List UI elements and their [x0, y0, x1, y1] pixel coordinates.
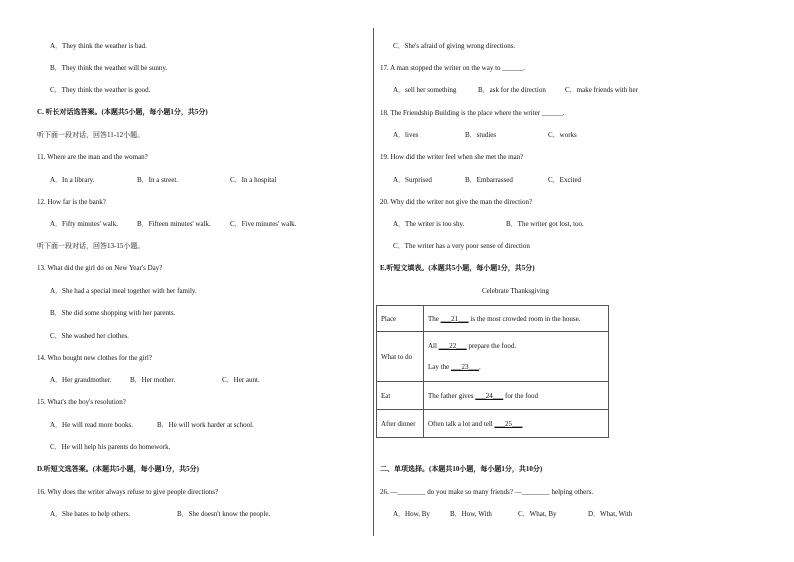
cell-place-label: Place	[377, 306, 424, 332]
table-row-eat	[377, 382, 609, 410]
q15-option-a: A．He will read more books.	[50, 421, 134, 429]
q11-option-b: B．In a street.	[137, 176, 179, 184]
section-c-heading: C. 听长对话选答案。(本题共5小题，每小题1分，共5分)	[37, 108, 208, 116]
q19-option-a: A．Surprised	[393, 176, 432, 184]
q15-option-c: C．He will help his parents do homework.	[50, 443, 171, 451]
q11-option-a: A．In a library.	[50, 176, 95, 184]
q12-option-c: C．Five minutes' walk.	[230, 220, 297, 228]
q26-option-c: C．What, By	[518, 510, 557, 518]
q13-option-a: A．She had a special meal together with her family.	[50, 287, 197, 295]
table-row-todo	[377, 332, 609, 382]
cell-eat-label: Eat	[377, 382, 424, 410]
q14-option-a: A．Her grandmother.	[50, 376, 112, 384]
q17-option-b: B．ask for the direction	[478, 86, 546, 94]
question-19: 19. How did the writer feel when she met the man?	[380, 153, 524, 161]
blank-24[interactable]: ___24___	[475, 391, 504, 400]
blank-25[interactable]: ___25___	[494, 419, 523, 428]
q12-option-a: A．Fifty minutes' walk.	[50, 220, 118, 228]
cell-after-value: Often talk a lot and tell ___25___	[424, 410, 609, 438]
question-13: 13. What did the girl do on New Year's Day?	[37, 264, 163, 272]
q18-option-c: C．works	[548, 131, 577, 139]
blank-22[interactable]: ___22___	[438, 342, 467, 350]
table-row-place	[377, 306, 609, 332]
q20-option-c: C．The writer has a very poor sense of direction	[393, 242, 530, 250]
question-20: 20. Why did the writer not give the man the direction?	[380, 198, 533, 206]
q13-option-b: B．She did some shopping with her parents.	[50, 309, 176, 317]
q18-option-b: B．studies	[465, 131, 497, 139]
cell-eat-value: The father gives ___24___ for the food	[424, 382, 609, 410]
thanksgiving-table	[376, 305, 609, 438]
q10-option-c: C．They think the weather is good.	[50, 86, 151, 94]
dialog2-intro: 听下面一段对话，回答13-15小题。	[37, 242, 145, 250]
q10-option-a: A．They think the weather is bad.	[50, 42, 147, 50]
blank-21[interactable]: ___21___	[440, 314, 469, 323]
q15-option-b: B．He will work harder at school.	[157, 421, 254, 429]
q10-option-b: B．They think the weather will be sunny.	[50, 64, 168, 72]
question-12: 12. How far is the bank?	[37, 198, 106, 206]
question-14: 14. Who bought new clothes for the girl?	[37, 354, 152, 362]
q20-option-a: A．The writer is too shy.	[393, 220, 465, 228]
cell-after-label: After dinner	[377, 410, 424, 438]
q11-option-c: C．In a hospital	[230, 176, 277, 184]
dialog1-intro: 听下面一段对话，回答11-12小题。	[37, 131, 145, 139]
blank-23[interactable]: ___23___	[450, 363, 479, 371]
q17-option-a: A．sell her something	[393, 86, 457, 94]
column-divider	[373, 28, 374, 536]
question-18: 18. The Friendship Building is the place where the writer ______.	[380, 109, 565, 117]
q18-option-a: A．lives	[393, 131, 419, 139]
section-2-heading: 二、单项选择。(本题共10小题，每小题1分，共10分)	[380, 465, 543, 473]
question-26: 26. —________ do you make so many friends? —________ helping others.	[380, 488, 594, 496]
q19-option-b: B．Embarrassed	[465, 176, 513, 184]
q26-option-d: D．What, With	[588, 510, 633, 518]
question-16: 16. Why does the writer always refuse to give people directions?	[37, 488, 219, 496]
cell-todo-label: What to do	[377, 332, 424, 382]
q20-option-b: B．The writer got lost, too.	[506, 220, 584, 228]
cell-todo-value: All ___22___ prepare the food. Lay the ___23___.	[424, 332, 609, 382]
q26-option-b: B．How, With	[450, 510, 492, 518]
q14-option-c: C．Her aunt.	[222, 376, 260, 384]
q16-option-c: C．She's afraid of giving wrong directions.	[393, 42, 516, 50]
q12-option-b: B．Fifteen minutes' walk.	[137, 220, 211, 228]
section-d-heading: D.听短文选答案。(本题共5小题，每小题1分，共5分)	[37, 465, 199, 473]
q19-option-c: C．Excited	[548, 176, 582, 184]
q16-option-a: A．She hates to help others.	[50, 510, 131, 518]
table-title: Celebrate Thanksgiving	[482, 287, 549, 295]
table-row-after	[377, 410, 609, 438]
q13-option-c: C．She washed her clothes.	[50, 332, 129, 340]
question-11: 11. Where are the man and the woman?	[37, 153, 148, 161]
q26-option-a: A．How, By	[393, 510, 430, 518]
q17-option-c: C．make friends with her	[565, 86, 638, 94]
question-15: 15. What's the boy's resolution?	[37, 398, 126, 406]
question-17: 17. A man stopped the writer on the way to ______.	[380, 64, 526, 72]
q14-option-b: B．Her mother.	[130, 376, 176, 384]
q16-option-b: B．She doesn't know the people.	[177, 510, 271, 518]
cell-place-value: The ___21___ is the most crowded room in the house.	[424, 306, 609, 332]
section-e-heading: E.听短文填表。(本题共5小题，每小题1分，共5分)	[380, 264, 535, 272]
